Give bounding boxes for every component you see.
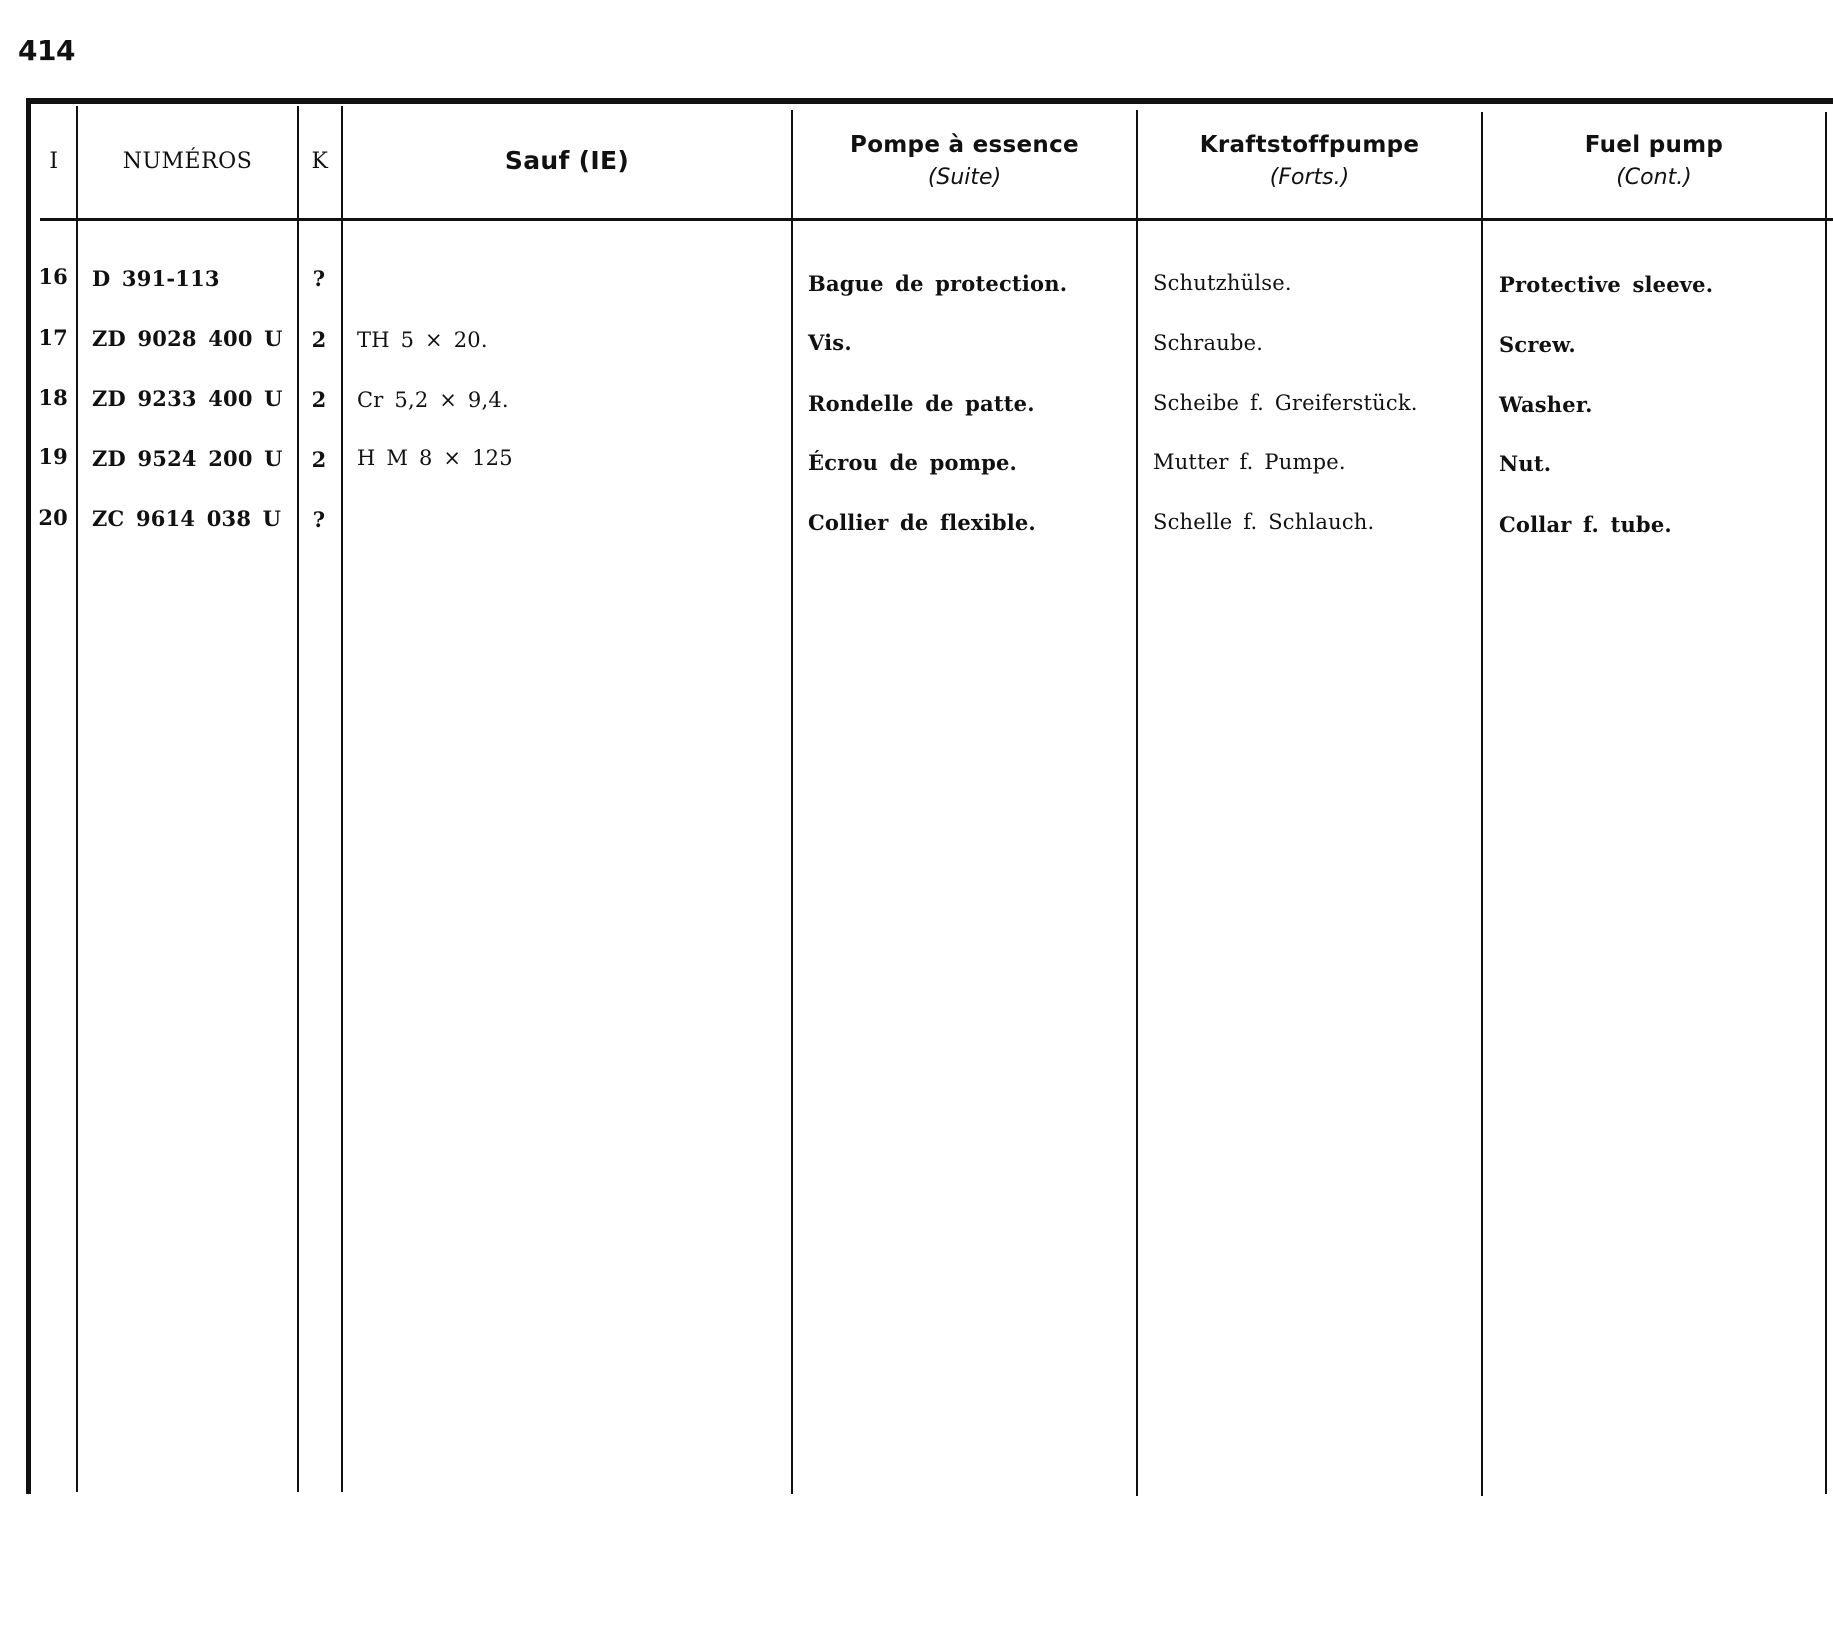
row-k: 2: [311, 327, 327, 352]
header-french-title: Pompe à essence: [850, 132, 1079, 158]
header-english: [1483, 104, 1825, 218]
row-english: Screw.: [1499, 332, 1576, 357]
row-german: Schraube.: [1153, 331, 1264, 355]
row-french: Vis.: [808, 330, 852, 355]
row-numero: ZC 9614 038 U: [92, 506, 282, 531]
header-numeros-label: NUMÉROS: [122, 148, 253, 174]
page-number: 414: [18, 34, 75, 67]
row-french: Rondelle de patte.: [808, 391, 1035, 416]
header-english-sub: (Cont.): [1616, 165, 1692, 190]
row-k: ?: [312, 266, 326, 291]
row-numero: ZD 9028 400 U: [92, 326, 283, 351]
row-english: Collar f. tube.: [1499, 512, 1672, 537]
row-index: 16: [38, 264, 68, 289]
column-divider: [76, 106, 78, 1492]
row-french: Écrou de pompe.: [808, 450, 1018, 475]
row-index: 18: [38, 385, 68, 410]
column-divider: [1481, 112, 1483, 1496]
header-bottom-rule: [40, 218, 1833, 221]
row-sauf: Cr 5,2 × 9,4.: [357, 388, 509, 412]
row-german: Scheibe f. Greiferstück.: [1153, 391, 1418, 415]
row-index: 20: [38, 505, 68, 530]
row-sauf: TH 5 × 20.: [357, 328, 488, 352]
row-german: Schelle f. Schlauch.: [1153, 510, 1375, 534]
header-index-label: I: [49, 148, 59, 174]
row-german: Mutter f. Pumpe.: [1153, 450, 1346, 474]
header-numeros: [78, 104, 297, 218]
header-sauf: [343, 104, 791, 218]
row-sauf: H M 8 × 125: [357, 446, 513, 470]
column-divider: [297, 106, 299, 1492]
row-index: 19: [38, 444, 68, 469]
row-index: 17: [38, 325, 68, 350]
row-numero: ZD 9233 400 U: [92, 386, 283, 411]
header-index: [32, 104, 76, 218]
row-numero: ZD 9524 200 U: [92, 446, 283, 471]
header-french: [793, 104, 1136, 218]
column-divider: [791, 110, 793, 1494]
header-german: [1138, 104, 1481, 218]
table-left-rule: [26, 98, 31, 1494]
row-french: Bague de protection.: [808, 271, 1068, 296]
header-english-title: Fuel pump: [1584, 132, 1724, 158]
column-divider: [341, 106, 343, 1492]
header-german-sub: (Forts.): [1269, 165, 1350, 190]
header-sauf-label: Sauf (IE): [504, 146, 630, 175]
header-k-label: K: [311, 148, 329, 174]
column-divider: [1825, 112, 1827, 1494]
header-german-title: Kraftstoffpumpe: [1199, 132, 1420, 158]
column-divider: [1136, 110, 1138, 1496]
row-french: Collier de flexible.: [808, 510, 1036, 535]
row-english: Protective sleeve.: [1499, 272, 1714, 297]
header-french-sub: (Suite): [927, 165, 1002, 190]
row-english: Washer.: [1499, 392, 1593, 417]
row-k: 2: [311, 387, 327, 412]
row-german: Schutzhülse.: [1153, 271, 1292, 295]
row-k: 2: [311, 447, 327, 472]
row-numero: D 391-113: [92, 266, 220, 291]
row-k: ?: [312, 507, 326, 532]
header-k: [299, 104, 341, 218]
row-english: Nut.: [1499, 451, 1552, 476]
